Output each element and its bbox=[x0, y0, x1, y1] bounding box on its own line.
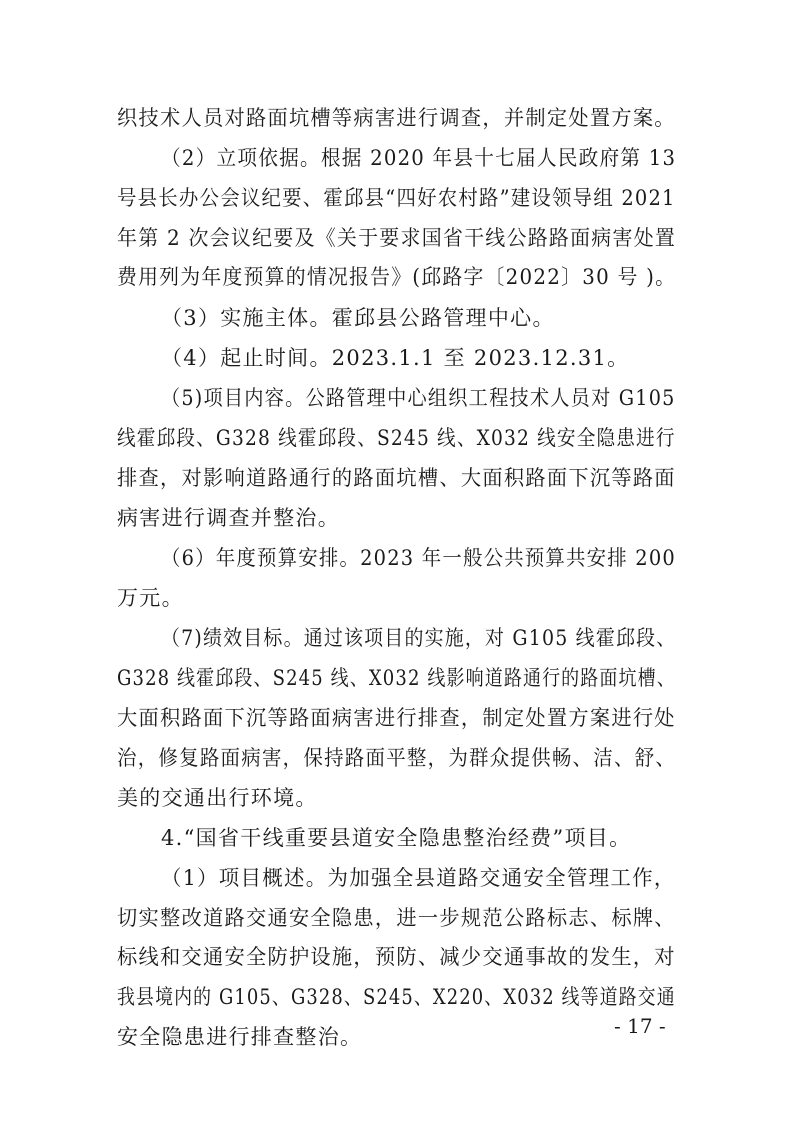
body-line: G328 线霍邱段、S245 线、X032 线影响道路通行的路面坑槽、 bbox=[117, 666, 676, 691]
paragraph-start-line: （3）实施主体。霍邱县公路管理中心。 bbox=[161, 306, 555, 331]
body-line: 美的交通出行环境。 bbox=[117, 786, 318, 811]
paragraph-start-line: （2）立项依据。根据 2020 年县十七届人民政府第 13 bbox=[161, 146, 677, 171]
page-number: - 17 - bbox=[614, 1014, 666, 1038]
section-heading-line: 4.“国省干线重要县道安全隐患整治经费”项目。 bbox=[161, 825, 632, 850]
paragraph-start-line: （1）项目概述。为加强全县道路交通安全管理工作， bbox=[161, 865, 676, 890]
body-line: 费用列为年度预算的情况报告》(邱路字〔2022〕30 号 )。 bbox=[117, 265, 677, 290]
body-line: 我县境内的 G105、G328、S245、X220、X032 线等道路交通 bbox=[117, 984, 676, 1009]
paragraph-start-line: （7)绩效目标。通过该项目的实施，对 G105 线霍邱段、 bbox=[161, 626, 677, 651]
paragraph-start-line: （4）起止时间。2023.1.1 至 2023.12.31。 bbox=[161, 345, 630, 370]
body-line: 标线和交通安全防护设施，预防、减少交通事故的发生，对 bbox=[117, 944, 676, 969]
body-line: 织技术人员对路面坑槽等病害进行调查，并制定处置方案。 bbox=[117, 106, 676, 130]
body-line: 万元。 bbox=[117, 585, 184, 610]
body-line: 安全隐患进行排查整治。 bbox=[117, 1025, 363, 1049]
body-line: 年第 2 次会议纪要及《关于要求国省干线公路路面病害处置 bbox=[117, 226, 677, 251]
body-line: 病害进行调查并整治。 bbox=[117, 505, 340, 530]
paragraph-start-line: （5)项目内容。公路管理中心组织工程技术人员对 G105 bbox=[161, 385, 676, 410]
body-line: 大面积路面下沉等路面病害进行排查，制定处置方案进行处 bbox=[117, 706, 676, 731]
body-line: 线霍邱段、G328 线霍邱段、S245 线、X032 线安全隐患进行 bbox=[117, 425, 676, 450]
body-line: 号县长办公会议纪要、霍邱县“四好农村路”建设领导组 2021 bbox=[117, 186, 676, 211]
body-line: 排查，对影响道路通行的路面坑槽、大面积路面下沉等路面 bbox=[117, 465, 676, 490]
body-line: 切实整改道路交通安全隐患，进一步规范公路标志、标牌、 bbox=[117, 905, 676, 930]
body-line: 治，修复路面病害，保持路面平整，为群众提供畅、洁、舒、 bbox=[117, 746, 677, 771]
paragraph-start-line: （6）年度预算安排。2023 年一般公共预算共安排 200 bbox=[161, 545, 676, 570]
